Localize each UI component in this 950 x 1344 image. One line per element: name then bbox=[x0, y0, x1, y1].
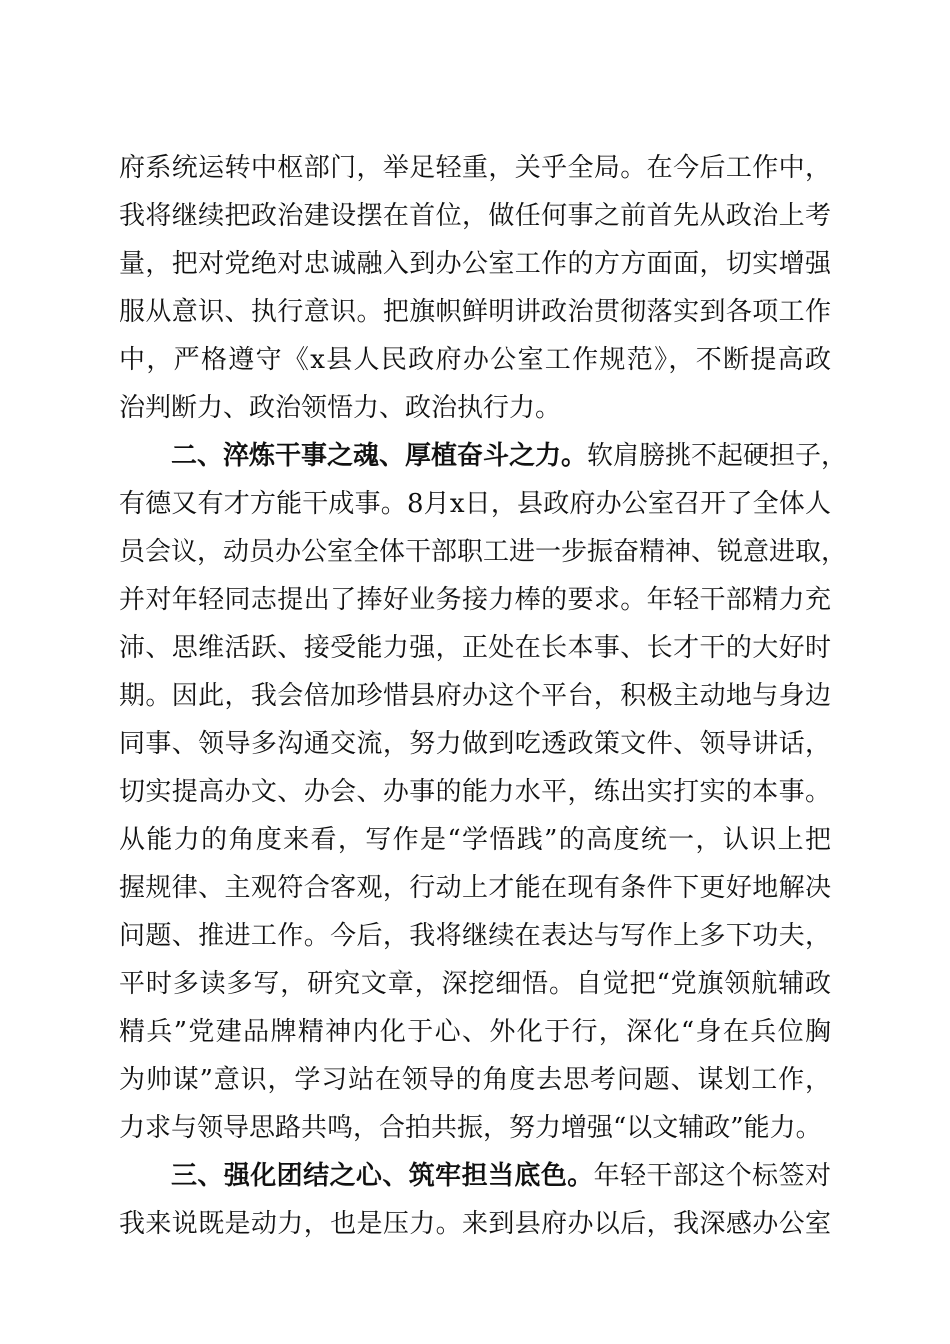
paragraph-2-line-9: 从能力的角度来看，写作是“学悟践”的高度统一，认识上把 bbox=[119, 825, 831, 855]
paragraph-3-first-line-text: 年轻干部这个标签对 bbox=[593, 1161, 831, 1191]
paragraph-2-line-12: 平时多读多写，研究文章，深挖细悟。自觉把“党旗领航辅政 bbox=[119, 969, 831, 999]
paragraph-2-line-6: 期。因此，我会倍加珍惜县府办这个平台，积极主动地与身边 bbox=[119, 681, 831, 711]
paragraph-2-line-13: 精兵”党建品牌精神内化于心、外化于行，深化“身在兵位胸 bbox=[119, 1017, 831, 1047]
section-heading-2: 二、淬炼干事之魂、厚植奋斗之力。 bbox=[171, 441, 588, 471]
paragraph-2-line-3: 员会议，动员办公室全体干部职工进一步振奋精神、锐意进取， bbox=[119, 537, 848, 567]
paragraph-1-line-4: 服从意识、执行意识。把旗帜鲜明讲政治贯彻落实到各项工作 bbox=[119, 297, 831, 327]
paragraph-1-line-5: 中，严格遵守《x县人民政府办公室工作规范》，不断提高政 bbox=[119, 345, 831, 375]
paragraph-2-line-5: 沛、思维活跃、接受能力强，正处在长本事、长才干的大好时 bbox=[119, 633, 831, 663]
paragraph-3-first-line bbox=[171, 1152, 831, 1200]
paragraph-2-line-7: 同事、领导多沟通交流，努力做到吃透政策文件、领导讲话， bbox=[119, 729, 831, 759]
paragraph-2-first-line-text: 软肩膀挑不起硬担子， bbox=[587, 441, 848, 471]
paragraph-2-line-4: 并对年轻同志提出了捧好业务接力棒的要求。年轻干部精力充 bbox=[119, 585, 831, 615]
paragraph-2-first-line bbox=[171, 432, 848, 480]
paragraph-1-line-2: 我将继续把政治建设摆在首位，做任何事之前首先从政治上考 bbox=[119, 201, 831, 231]
paragraph-2-line-2: 有德又有才方能干成事。8月x日，县政府办公室召开了全体人 bbox=[119, 489, 831, 519]
paragraph-2-line-8: 切实提高办文、办会、办事的能力水平，练出实打实的本事。 bbox=[119, 777, 831, 807]
paragraph-1-line-6: 治判断力、政治领悟力、政治执行力。 bbox=[119, 393, 562, 423]
paragraph-1-line-1: 府系统运转中枢部门，举足轻重，关乎全局。在今后工作中， bbox=[119, 153, 831, 183]
section-heading-3: 三、强化团结之心、筑牢担当底色。 bbox=[171, 1161, 594, 1191]
paragraph-2-line-10: 握规律、主观符合客观，行动上才能在现有条件下更好地解决 bbox=[119, 873, 831, 903]
paragraph-2-line-11: 问题、推进工作。今后，我将继续在表达与写作上多下功夫， bbox=[119, 921, 831, 951]
paragraph-1-line-3: 量，把对党绝对忠诚融入到办公室工作的方方面面，切实增强 bbox=[119, 249, 831, 279]
paragraph-3-line-2: 我来说既是动力，也是压力。来到县府办以后，我深感办公室 bbox=[119, 1209, 831, 1239]
paragraph-2-line-14: 为帅谋”意识，学习站在领导的角度去思考问题、谋划工作， bbox=[119, 1065, 831, 1095]
paragraph-2-line-15: 力求与领导思路共鸣，合拍共振，努力增强“以文辅政”能力。 bbox=[119, 1113, 822, 1143]
